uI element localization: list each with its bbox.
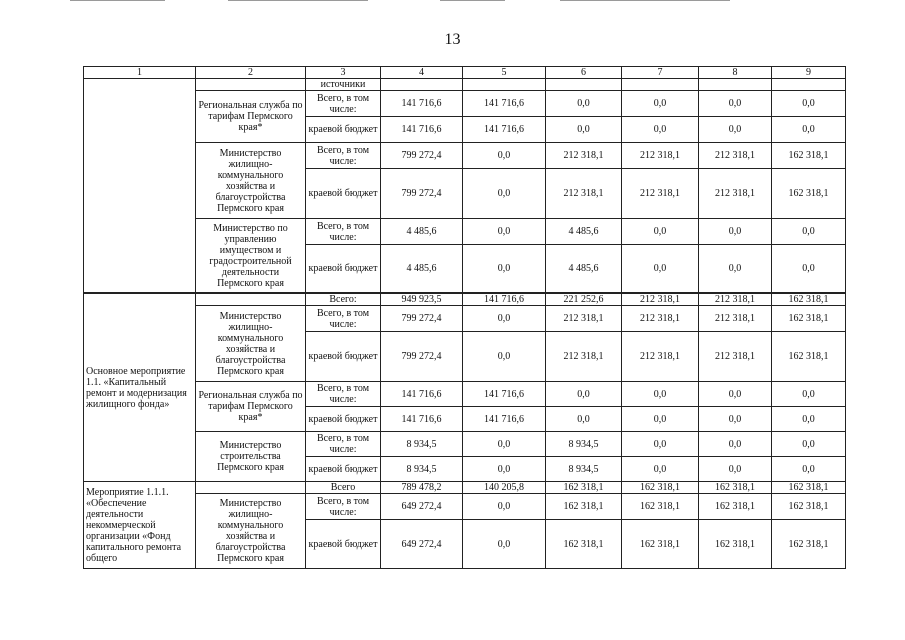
amount-cell: 221 252,6	[546, 294, 622, 306]
amount-cell: 141 716,6	[381, 117, 463, 143]
amount-cell: 0,0	[622, 219, 699, 245]
table-row	[84, 494, 846, 520]
amount-cell: 162 318,1	[699, 494, 772, 520]
amount-cell: 0,0	[622, 457, 699, 482]
amount-cell: 0,0	[699, 91, 772, 117]
amount-cell: 649 272,4	[381, 520, 463, 569]
amount-cell: 789 478,2	[381, 482, 463, 494]
amount-cell: 0,0	[772, 245, 846, 293]
amount-cell: 0,0	[699, 407, 772, 432]
amount-cell: 0,0	[622, 117, 699, 143]
source-label: краевой бюджет	[306, 457, 381, 482]
amount-cell: 0,0	[463, 520, 546, 569]
amount-cell: 8 934,5	[546, 457, 622, 482]
scan-edge-line	[560, 0, 730, 1]
amount-cell: 0,0	[546, 382, 622, 407]
amount-cell: 162 318,1	[772, 294, 846, 306]
column-header: 7	[622, 67, 699, 79]
amount-cell: 212 318,1	[546, 169, 622, 219]
amount-cell: 212 318,1	[699, 169, 772, 219]
amount-cell: 0,0	[772, 219, 846, 245]
table-row	[84, 91, 846, 117]
amount-cell: 0,0	[463, 306, 546, 332]
amount-cell: 0,0	[622, 407, 699, 432]
amount-cell: 8 934,5	[381, 457, 463, 482]
amount-cell: 0,0	[699, 457, 772, 482]
amount-cell: 0,0	[463, 219, 546, 245]
amount-cell: 0,0	[463, 432, 546, 457]
amount-cell: 162 318,1	[772, 520, 846, 569]
table-row	[84, 306, 846, 332]
amount-cell: 799 272,4	[381, 169, 463, 219]
column-header: 6	[546, 67, 622, 79]
amount-cell: 4 485,6	[546, 219, 622, 245]
amount-cell: 0,0	[622, 91, 699, 117]
organization-name: Региональная служба по тарифам Пермского края*	[196, 382, 306, 432]
amount-cell: 141 716,6	[381, 382, 463, 407]
amount-cell: 0,0	[772, 457, 846, 482]
source-label: краевой бюджет	[306, 407, 381, 432]
amount-cell: 212 318,1	[699, 306, 772, 332]
amount-cell: 212 318,1	[546, 306, 622, 332]
source-label: Всего, в том числе:	[306, 306, 381, 332]
amount-cell: 212 318,1	[699, 294, 772, 306]
amount-cell: 141 716,6	[463, 294, 546, 306]
amount-cell: 8 934,5	[546, 432, 622, 457]
activity-title: Основное мероприятие 1.1. «Капитальный ремонт и модернизация жилищного фонда»	[84, 294, 196, 482]
amount-cell: 212 318,1	[622, 169, 699, 219]
scan-edge-line	[440, 0, 505, 1]
source-label: Всего, в том числе:	[306, 91, 381, 117]
amount-cell: 0,0	[699, 117, 772, 143]
column-header: 4	[381, 67, 463, 79]
source-label: краевой бюджет	[306, 245, 381, 293]
amount-cell: 0,0	[463, 332, 546, 382]
column-header: 8	[699, 67, 772, 79]
table-row	[84, 432, 846, 457]
amount-cell: 949 923,5	[381, 294, 463, 306]
column-header: 9	[772, 67, 846, 79]
table-row	[84, 482, 846, 494]
organization-cell	[196, 79, 306, 91]
amount-cell: 4 485,6	[546, 245, 622, 293]
amount-cell: 212 318,1	[622, 143, 699, 169]
source-label: Всего, в том числе:	[306, 494, 381, 520]
source-label: Всего, в том числе:	[306, 143, 381, 169]
amount-cell: 141 716,6	[463, 407, 546, 432]
source-label: Всего, в том числе:	[306, 219, 381, 245]
scan-edge-line	[228, 0, 368, 1]
amount-cell: 8 934,5	[381, 432, 463, 457]
amount-cell: 799 272,4	[381, 306, 463, 332]
amount-cell: 162 318,1	[546, 520, 622, 569]
amount-cell: 162 318,1	[772, 332, 846, 382]
amount-cell: 0,0	[463, 143, 546, 169]
amount-cell: 799 272,4	[381, 332, 463, 382]
amount-cell: 162 318,1	[772, 482, 846, 494]
amount-cell: 0,0	[463, 245, 546, 293]
organization-name: Министерство жилищно-коммунального хозяйства и благоустройства Пермского края	[196, 143, 306, 219]
amount-cell: 0,0	[622, 382, 699, 407]
amount-cell: 162 318,1	[546, 482, 622, 494]
amount-cell: 799 272,4	[381, 143, 463, 169]
amount-cell: 162 318,1	[772, 306, 846, 332]
scan-edge-line	[70, 0, 165, 1]
amount-cell: 0,0	[772, 91, 846, 117]
amount-cell: 0,0	[463, 169, 546, 219]
amount-cell: 0,0	[772, 117, 846, 143]
amount-cell: 0,0	[699, 432, 772, 457]
amount-cell: 162 318,1	[622, 520, 699, 569]
amount-cell: 162 318,1	[772, 494, 846, 520]
amount-cell: 0,0	[546, 407, 622, 432]
source-label: краевой бюджет	[306, 169, 381, 219]
amount-cell: 162 318,1	[546, 494, 622, 520]
amount-cell: 212 318,1	[546, 332, 622, 382]
amount-cell: 141 716,6	[463, 382, 546, 407]
organization-name: Региональная служба по тарифам Пермского края*	[196, 91, 306, 143]
amount-cell: 141 716,6	[463, 117, 546, 143]
table-row	[84, 79, 846, 91]
organization-name: Министерство строительства Пермского края	[196, 432, 306, 482]
source-label: краевой бюджет	[306, 332, 381, 382]
section-title-cell	[84, 79, 196, 293]
source-label: краевой бюджет	[306, 520, 381, 569]
amount-cell: 162 318,1	[622, 494, 699, 520]
amount-cell: 212 318,1	[546, 143, 622, 169]
organization-cell	[196, 294, 306, 306]
organization-name: Министерство жилищно-коммунального хозяйства и благоустройства Пермского края	[196, 306, 306, 382]
column-header: 1	[84, 67, 196, 79]
table-row	[84, 219, 846, 245]
amount-cell: 212 318,1	[699, 143, 772, 169]
source-label: Всего, в том числе:	[306, 432, 381, 457]
column-header: 5	[463, 67, 546, 79]
page-number: 13	[444, 31, 461, 48]
amount-cell: 162 318,1	[699, 482, 772, 494]
source-label: источники	[306, 79, 381, 91]
amount-cell: 0,0	[772, 432, 846, 457]
amount-cell: 212 318,1	[622, 294, 699, 306]
source-label: Всего, в том числе:	[306, 382, 381, 407]
amount-cell: 162 318,1	[699, 520, 772, 569]
amount-cell: 0,0	[546, 117, 622, 143]
budget-table	[83, 66, 846, 293]
amount-cell: 162 318,1	[622, 482, 699, 494]
table-row	[84, 294, 846, 306]
amount-cell: 141 716,6	[381, 91, 463, 117]
amount-cell: 141 716,6	[463, 91, 546, 117]
amount-cell: 0,0	[699, 382, 772, 407]
table-row	[84, 382, 846, 407]
amount-cell: 0,0	[463, 494, 546, 520]
column-header: 2	[196, 67, 306, 79]
amount-cell: 0,0	[772, 382, 846, 407]
header-row	[84, 67, 846, 79]
amount-cell: 140 205,8	[463, 482, 546, 494]
amount-cell: 4 485,6	[381, 219, 463, 245]
amount-cell: 0,0	[699, 219, 772, 245]
amount-cell: 212 318,1	[699, 332, 772, 382]
source-label: краевой бюджет	[306, 117, 381, 143]
activity-title: Мероприятие 1.1.1. «Обеспечение деятельности некоммерческой организации «Фонд капитального ремонта общего	[84, 482, 196, 569]
amount-cell: 162 318,1	[772, 169, 846, 219]
amount-cell: 649 272,4	[381, 494, 463, 520]
amount-cell: 162 318,1	[772, 143, 846, 169]
amount-cell: 212 318,1	[622, 332, 699, 382]
organization-name: Министерство по управлению имуществом и градостроительной деятельности Пермского края	[196, 219, 306, 293]
table-row	[84, 143, 846, 169]
amount-cell: 0,0	[546, 91, 622, 117]
organization-name: Министерство жилищно-коммунального хозяйства и благоустройства Пермского края	[196, 494, 306, 569]
column-header: 3	[306, 67, 381, 79]
amount-cell: 4 485,6	[381, 245, 463, 293]
budget-table-continued	[83, 293, 846, 569]
source-label: Всего:	[306, 294, 381, 306]
amount-cell: 212 318,1	[622, 306, 699, 332]
amount-cell: 0,0	[463, 457, 546, 482]
amount-cell: 0,0	[699, 245, 772, 293]
amount-cell: 141 716,6	[381, 407, 463, 432]
source-label: Всего	[306, 482, 381, 494]
amount-cell: 0,0	[622, 432, 699, 457]
amount-cell: 0,0	[622, 245, 699, 293]
organization-cell	[196, 482, 306, 494]
amount-cell: 0,0	[772, 407, 846, 432]
